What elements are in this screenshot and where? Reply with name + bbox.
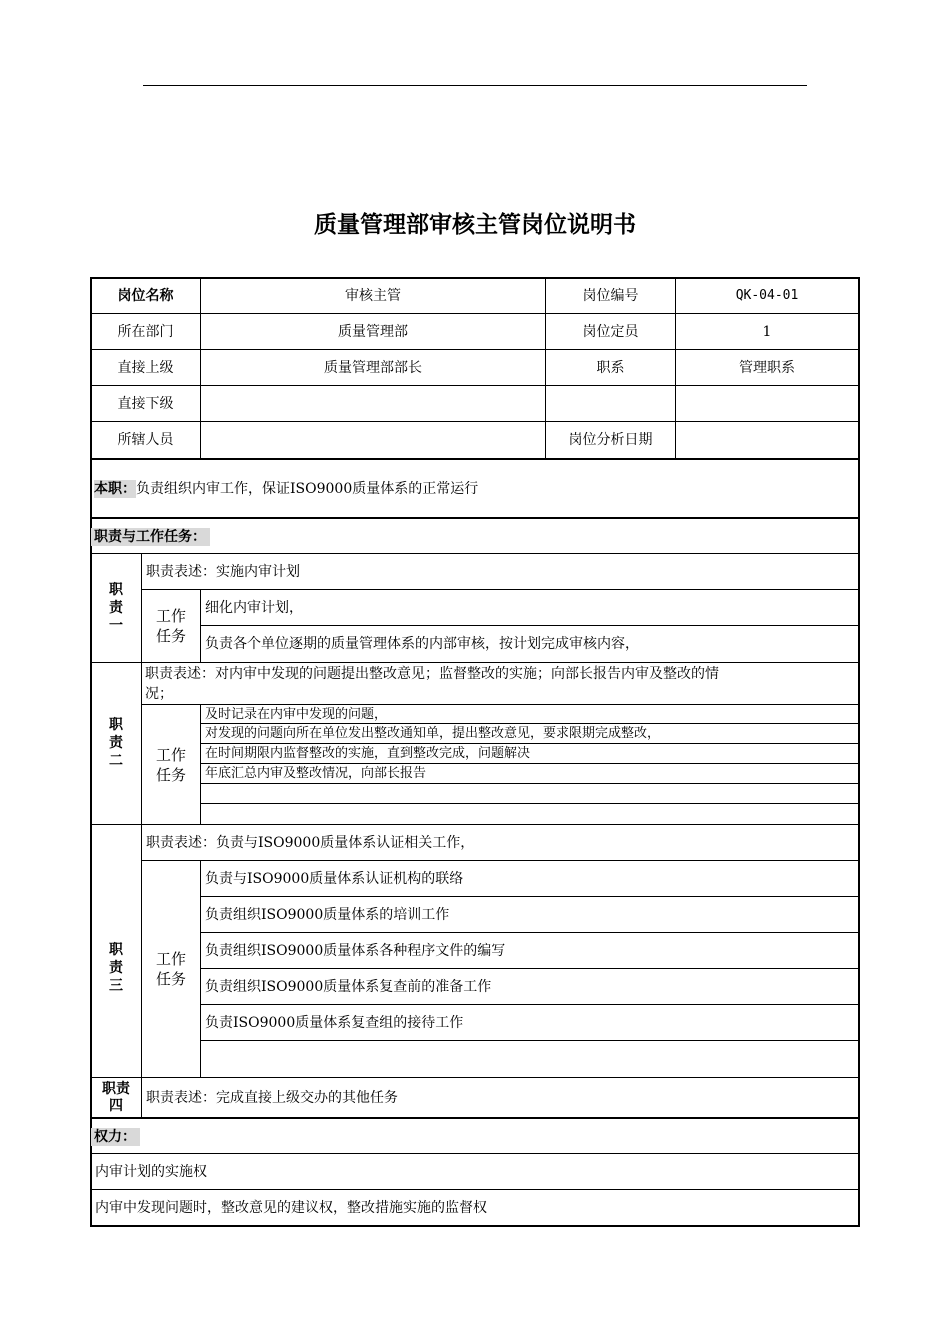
duty1-label: 职 责 一 [109, 581, 123, 634]
row4-cell-3 [546, 386, 675, 421]
duty3-task-4: 负责组织ISO9000质量体系复查前的准备工作 [205, 978, 492, 995]
duty2-task-2: 对发现的问题向所在单位发出整改通知单，提出整改意见，要求限期完成整改， [205, 726, 661, 741]
value-direct-subordinate [201, 386, 545, 421]
duty3-task-6 [201, 1041, 858, 1076]
label-staff: 所辖人员 [117, 432, 174, 448]
label-headcount: 岗位定员 [582, 323, 639, 340]
duty2-label: 职 责 二 [109, 717, 123, 769]
core-duty-label: 本职： [94, 480, 136, 497]
duty3-task-2: 负责组织ISO9000质量体系的培训工作 [205, 906, 450, 923]
duty4-label: 职责 四 [102, 1080, 130, 1114]
core-duty [91, 460, 857, 517]
duty3-task-3: 负责组织ISO9000质量体系各种程序文件的编写 [205, 942, 506, 959]
duty3-task-5: 负责ISO9000质量体系复查组的接待工作 [205, 1014, 464, 1031]
label-position-code: 岗位编号 [582, 287, 639, 304]
label-direct-subordinate: 直接下级 [117, 395, 174, 412]
duty1-description: 职责表述：实施内审计划 [146, 563, 300, 580]
value-job-family: 管理职系 [739, 359, 795, 376]
duty1-task-label: 工作 任务 [155, 607, 186, 645]
duties-section-header: 职责与工作任务： [91, 528, 210, 546]
value-position-code: QK-04-01 [735, 287, 799, 303]
value-headcount: 1 [762, 323, 772, 340]
row4-cell-4 [676, 386, 858, 421]
value-analysis-date [676, 422, 858, 458]
power-item-1: 内审计划的实施权 [95, 1163, 207, 1180]
value-staff [201, 422, 545, 458]
power-item-2: 内审中发现问题时，整改意见的建议权，整改措施实施的监督权 [95, 1199, 487, 1216]
duty3-task-1: 负责与ISO9000质量体系认证机构的联络 [205, 870, 464, 887]
duty2-task-3: 在时间期限内监督整改的实施，直到整改完成，问题解决 [205, 746, 531, 761]
label-job-family: 职系 [596, 359, 625, 376]
core-duty-text: 负责组织内审工作，保证ISO9000质量体系的正常运行 [136, 480, 479, 497]
duty2-task-5 [201, 784, 858, 803]
duty4-description: 职责表述：完成直接上级交办的其他任务 [146, 1089, 398, 1106]
duty2-task-1: 及时记录在内审中发现的问题， [205, 706, 388, 722]
label-position-name: 岗位名称 [117, 287, 174, 304]
value-direct-superior: 质量管理部部长 [324, 359, 422, 376]
page-title: 质量管理部审核主管岗位说明书 [314, 212, 636, 238]
value-position-name: 审核主管 [345, 287, 401, 304]
header-rule [143, 85, 807, 86]
label-direct-superior: 直接上级 [117, 359, 174, 376]
duty1-task-2: 负责各个单位逐期的质量管理体系的内部审核，按计划完成审核内容， [205, 636, 639, 652]
label-department: 所在部门 [117, 323, 174, 340]
duty3-task-label: 工作 任务 [155, 950, 186, 988]
duty2-task-4: 年底汇总内审及整改情况，向部长报告 [205, 766, 427, 781]
duty3-label: 职 责 三 [109, 942, 123, 994]
duty2-description: 职责表述：对内审中发现的问题提出整改意见；监督整改的实施；向部长报告内审及整改的情 况； [145, 666, 719, 702]
duty2-task-6 [201, 804, 858, 823]
duty2-task-label: 工作 任务 [155, 746, 186, 784]
value-department: 质量管理部 [338, 323, 408, 340]
duty1-task-1: 细化内审计划， [205, 599, 303, 616]
label-analysis-date: 岗位分析日期 [568, 432, 653, 448]
powers-section-header: 权力： [91, 1128, 140, 1146]
duty3-description: 职责表述：负责与ISO9000质量体系认证相关工作， [146, 834, 475, 851]
